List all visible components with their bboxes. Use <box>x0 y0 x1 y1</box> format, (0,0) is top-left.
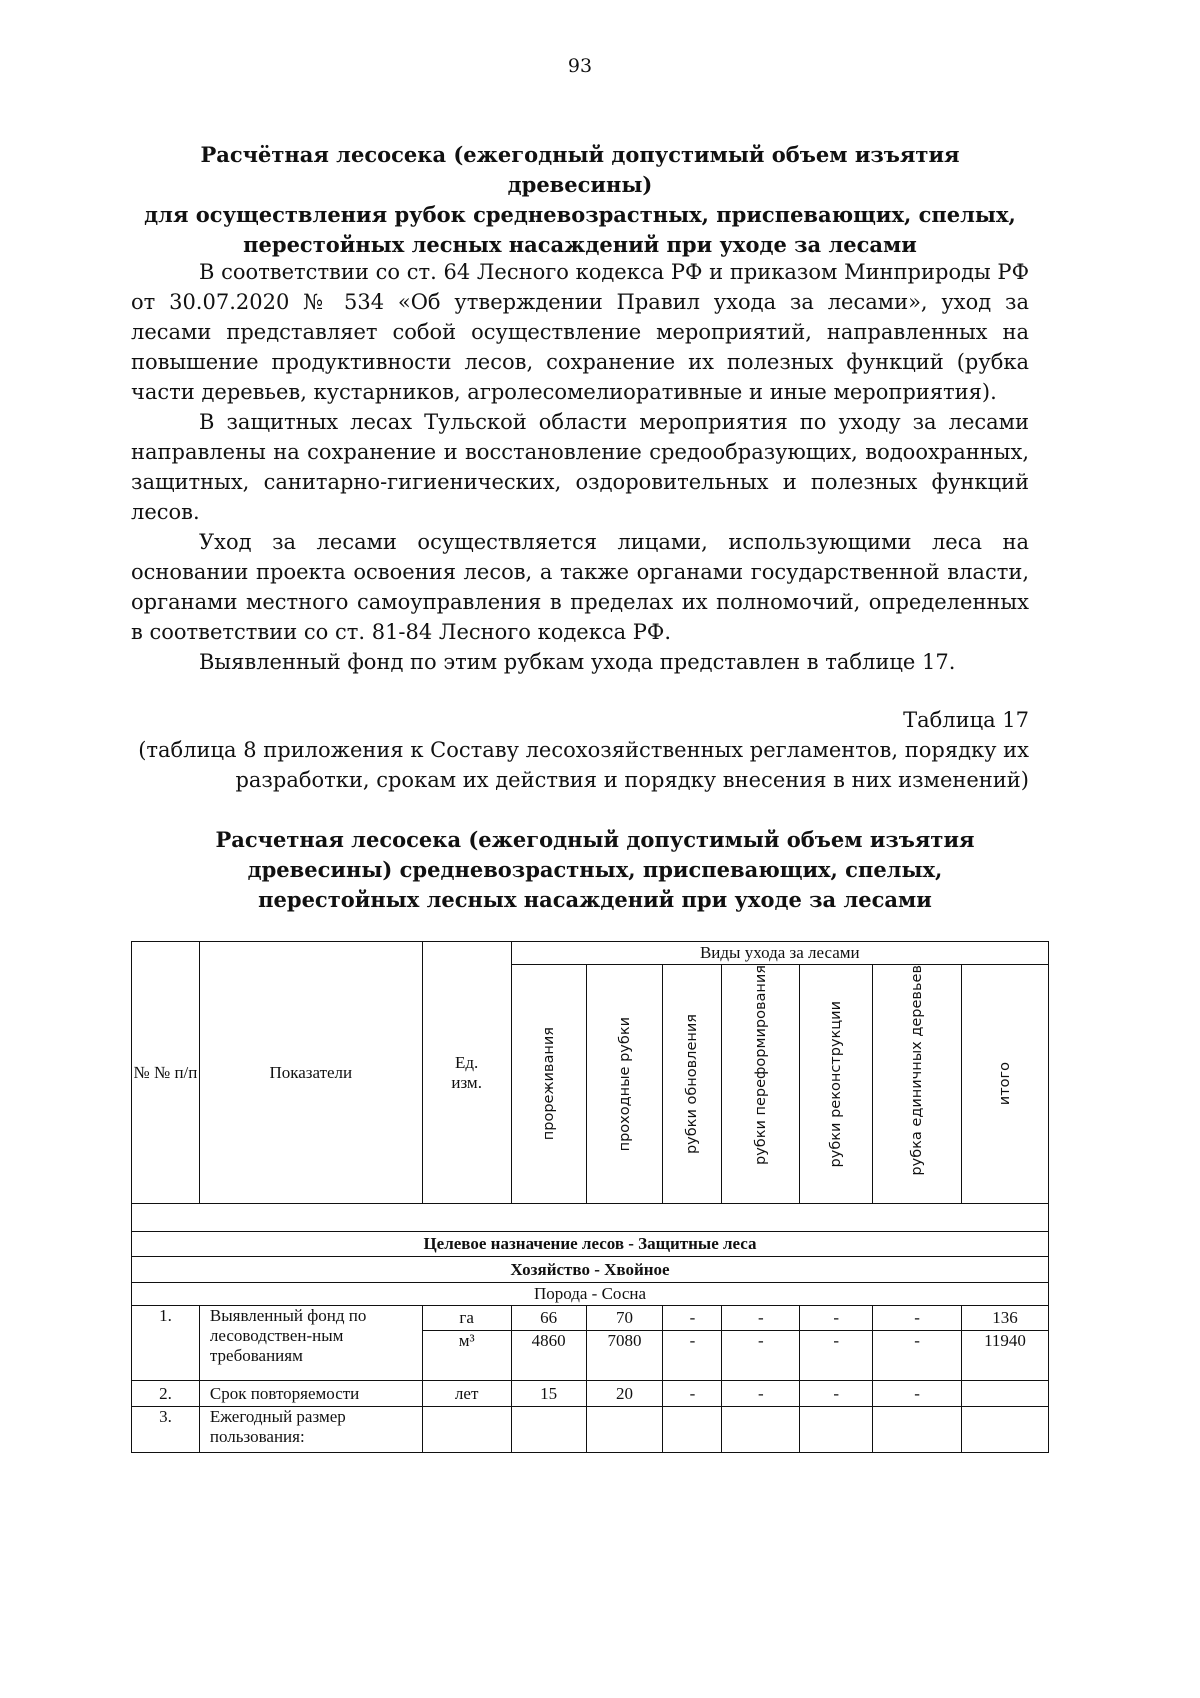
header-type <box>962 965 1049 1204</box>
header-label: итого <box>997 1062 1013 1106</box>
cell-value: 20 <box>586 1381 663 1407</box>
title-line: для осуществления рубок средневозрастных, приспевающих, спелых, <box>144 202 1016 227</box>
cell-value: 136 <box>962 1306 1049 1331</box>
cell-value: - <box>873 1381 962 1407</box>
cell-value <box>800 1407 873 1453</box>
cell-num: 2. <box>132 1381 200 1407</box>
cell-num: 1. <box>132 1306 200 1381</box>
table-source: разработки, срокам их действия и порядку внесения в них изменений) <box>235 768 1029 792</box>
cell-value: - <box>873 1306 962 1331</box>
cell-unit: га <box>422 1306 511 1331</box>
header-type <box>663 965 722 1204</box>
paragraph: Уход за лесами осуществляется лицами, использующими леса на основании проекта освоения лесов, а также органами государственной власти, органами местного самоуправления в пределах их полномочий, определенных в соответствии со ст. 81-84 Лесного кодекса РФ. <box>131 530 1029 644</box>
cell-value: - <box>722 1331 800 1381</box>
cell-value <box>663 1407 722 1453</box>
header-type <box>511 965 586 1204</box>
cell-value: 11940 <box>962 1331 1049 1381</box>
title-line: Расчётная лесосека (ежегодный допустимый объем изъятия древесины) <box>200 142 960 197</box>
cell-value: - <box>800 1331 873 1381</box>
section-row: Хозяйство - Хвойное <box>132 1257 1049 1283</box>
cell-value: 7080 <box>586 1331 663 1381</box>
table-label: Таблица 17 <box>903 708 1029 732</box>
header-type <box>586 965 663 1204</box>
cell-value: 15 <box>511 1381 586 1407</box>
cell-num: 3. <box>132 1407 200 1453</box>
paragraph: В соответствии со ст. 64 Лесного кодекса РФ и приказом Минприроды РФ от 30.07.2020 № 534 «Об утверждении Правил ухода за лесами», уход за лесами представляет собой осуществление мероприятий, направленных на повышение продуктивности лесов, сохранение их полезных функций (рубка части деревьев, кустарников, агролесомелиоративные и иные мероприятия). <box>131 260 1029 404</box>
section-row: Порода - Сосна <box>132 1283 1049 1306</box>
table-reference <box>131 705 1029 795</box>
cell-name: Ежегодный размер пользования: <box>199 1407 422 1453</box>
cell-value: - <box>722 1306 800 1331</box>
cell-unit: лет <box>422 1381 511 1407</box>
header-label: рубки обновления <box>684 1013 701 1155</box>
cell-value: - <box>663 1381 722 1407</box>
page-number: 93 <box>567 55 593 77</box>
cell-unit <box>422 1407 511 1453</box>
header-label: проходные рубки <box>616 1016 633 1152</box>
header-label: рубки реконструкции <box>828 1000 845 1168</box>
cell-value <box>722 1407 800 1453</box>
header-type <box>722 965 800 1204</box>
header-label: прореживания <box>540 1027 557 1141</box>
header-unit: Ед. изм. <box>422 942 511 1204</box>
header-indicator: Показатели <box>199 942 422 1204</box>
cell-value: - <box>873 1331 962 1381</box>
paragraph: Выявленный фонд по этим рубкам ухода представлен в таблице 17. <box>199 650 956 674</box>
cell-value: - <box>800 1306 873 1331</box>
body-text <box>131 257 1029 677</box>
table-row <box>132 1407 1049 1453</box>
title-line: перестойных лесных насаждений при уходе за лесами <box>243 232 917 257</box>
header-group: Виды ухода за лесами <box>511 942 1048 965</box>
cell-value: 4860 <box>511 1331 586 1381</box>
table-title <box>131 825 1029 915</box>
cell-value <box>873 1407 962 1453</box>
cell-value <box>962 1407 1049 1453</box>
cell-value: - <box>800 1381 873 1407</box>
table-row <box>132 1306 1049 1331</box>
cell-value: - <box>663 1306 722 1331</box>
header-label: рубки переформирования <box>752 965 769 1166</box>
table-source: (таблица 8 приложения к Составу лесохозяйственных регламентов, порядку их <box>138 738 1029 762</box>
cell-value: 70 <box>586 1306 663 1331</box>
header-type <box>800 965 873 1204</box>
header-label: рубка единичных деревьев <box>909 965 926 1176</box>
allowable-cut-table <box>131 941 1049 1453</box>
cell-value <box>962 1381 1049 1407</box>
cell-unit: м³ <box>422 1331 511 1381</box>
cell-name: Срок повторяемости <box>199 1381 422 1407</box>
title-line: перестойных лесных насаждений при уходе за лесами <box>258 887 932 912</box>
paragraph: В защитных лесах Тульской области мероприятия по уходу за лесами направлены на сохранение и восстановление средообразующих, водоохранных, защитных, санитарно-гигиенических, оздоровительных и полезных функций лесов. <box>131 410 1029 524</box>
section-title <box>131 140 1029 260</box>
header-type <box>873 965 962 1204</box>
header-num: № № п/п <box>132 942 200 1204</box>
cell-value: 66 <box>511 1306 586 1331</box>
cell-value: - <box>663 1331 722 1381</box>
empty-row <box>132 1204 1049 1232</box>
cell-value: - <box>722 1381 800 1407</box>
cell-name: Выявленный фонд по лесоводствен-ным требованиям <box>199 1306 422 1381</box>
table-row <box>132 1381 1049 1407</box>
cell-value <box>511 1407 586 1453</box>
title-line: древесины) средневозрастных, приспевающих, спелых, <box>247 857 943 882</box>
title-line: Расчетная лесосека (ежегодный допустимый объем изъятия <box>215 827 975 852</box>
section-row: Целевое назначение лесов - Защитные леса <box>132 1232 1049 1257</box>
cell-value <box>586 1407 663 1453</box>
